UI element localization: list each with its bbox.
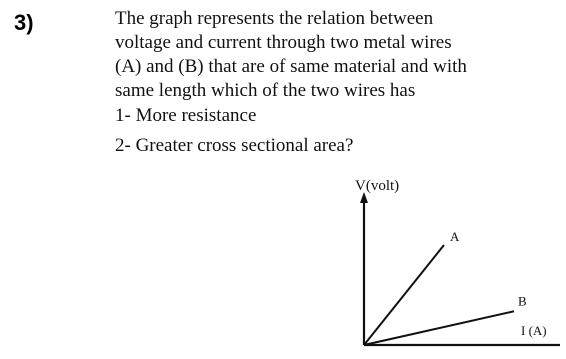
series-layer <box>364 229 527 345</box>
question-item-2: 2- Greater cross sectional area? <box>115 135 354 156</box>
stem-line: voltage and current through two metal wires <box>115 32 452 53</box>
question-number: 3) <box>14 10 34 35</box>
line-label-a: A <box>450 229 460 244</box>
x-axis-label: I (A) <box>521 323 547 338</box>
question-item-1: 1- More resistance <box>115 105 257 126</box>
stem-line: same length which of the two wires has <box>115 80 416 101</box>
line-label-b: B <box>518 293 527 309</box>
y-axis-label: V(volt) <box>355 178 400 194</box>
stem-line: The graph represents the relation between <box>115 8 434 29</box>
stem-line: (A) and (B) that are of same material and with <box>115 56 467 77</box>
